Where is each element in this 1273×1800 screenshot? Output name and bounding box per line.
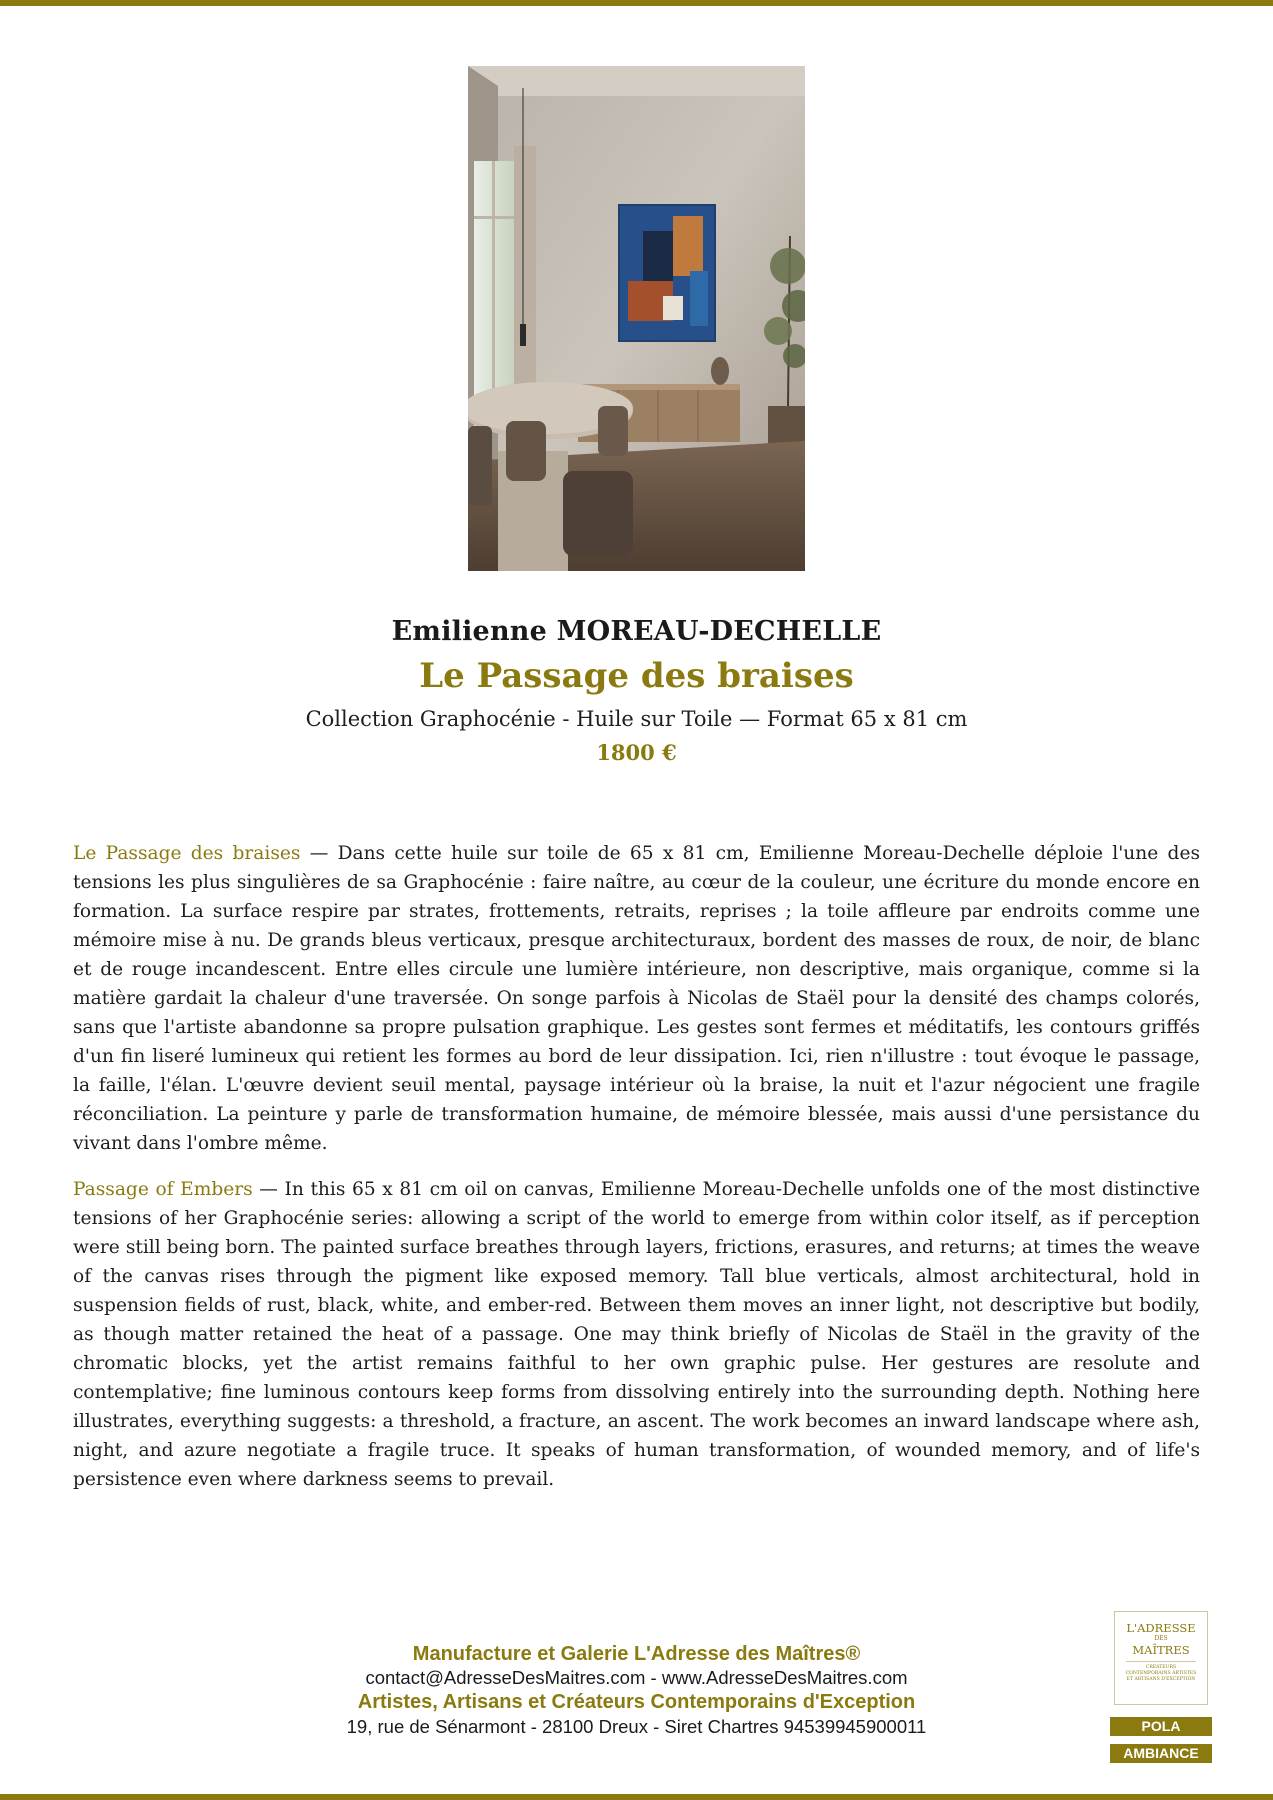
- footer-company: Manufacture et Galerie L'Adresse des Maîtres®: [412, 1643, 861, 1665]
- logo-divider: [1126, 1661, 1196, 1662]
- description-en-text: — In this 65 x 81 cm oil on canvas, Emilienne Moreau-Dechelle unfolds one of the most distinctive tensions of her Graphocénie series: allowing a script of the world to emerge from within color itself, as if perception were still being born. The painted surface breathes through layers, frictions, erasures, and returns; at times the weave of the canvas rises through the pigment like exposed memory. Tall blue verticals, almost architectural, hold in suspension fields of rust, black, white, and ember-red. Between them moves an inner light, not descriptive but bodily, as though matter retained the heat of a passage. One may think briefly of Nicolas de Staël in the gravity of the chromatic blocks, yet the artist remains faithful to her own graphic pulse. Her gestures are resolute and contemplative; fine luminous contours keep forms from dissolving entirely into the surrounding depth. Nothing here illustrates, everything suggests: a threshold, a fracture, an ascent. The work becomes an inward landscape where ash, night, and azure negotiate a fragile truce. It speaks of human transformation, of wounded memory, and of life's persistence even where darkness seems to prevail.: [73, 1179, 1200, 1490]
- logo-line3: MAÎTRES: [1132, 1643, 1190, 1657]
- description-en-lead: Passage of Embers: [73, 1179, 253, 1200]
- bottom-rule: [0, 1794, 1273, 1800]
- top-rule: [0, 0, 1273, 6]
- pola-tag: POLA: [1110, 1717, 1212, 1736]
- footer: [0, 1642, 1273, 1739]
- artwork-title: Le Passage des braises: [419, 656, 854, 696]
- description: [73, 839, 1200, 1511]
- footer-address: 19, rue de Sénarmont - 28100 Dreux - Siret Chartres 94539945900011: [346, 1716, 927, 1737]
- description-en: [73, 1175, 1200, 1494]
- gallery-logo: [1114, 1611, 1208, 1705]
- logo-line1: L'ADRESSE: [1126, 1621, 1196, 1635]
- artwork-price: 1800 €: [596, 740, 677, 765]
- logo-line4: CRÉATEURS CONTEMPORAINS ARTISTES ET ARTISANS D'EXCEPTION: [1125, 1665, 1197, 1682]
- description-fr-lead: Le Passage des braises: [73, 843, 301, 864]
- ambiance-tag: AMBIANCE: [1110, 1744, 1212, 1763]
- description-fr: [73, 839, 1200, 1158]
- artwork-meta: Collection Graphocénie - Huile sur Toile — Format 65 x 81 cm: [305, 707, 968, 731]
- footer-contact[interactable]: contact@AdresseDesMaitres.com - www.AdresseDesMaitres.com: [365, 1667, 908, 1688]
- logo-line2: DES: [1154, 1635, 1168, 1642]
- room-photo: [468, 66, 805, 571]
- description-fr-text: — Dans cette huile sur toile de 65 x 81 cm, Emilienne Moreau-Dechelle déploie l'une des tensions les plus singulières de sa Graphocénie : faire naître, au cœur de la couleur, une écriture du monde encore en formation. La surface respire par strates, frottements, retraits, reprises ; la toile affleure par endroits comme une mémoire mise à nu. De grands bleus verticaux, presque architecturaux, bordent des masses de roux, de noir, de blanc et de rouge incandescent. Entre elles circule une lumière intérieure, non descriptive, mais organique, comme si la matière gardait la chaleur d'une traversée. On songe parfois à Nicolas de Staël pour la densité des champs colorés, sans que l'artiste abandonne sa propre pulsation graphique. Les gestes sont fermes et méditatifs, les contours griffés d'un fin liseré lumineux qui retient les formes au bord de leur dissipation. Ici, rien n'illustre : tout évoque le passage, la faille, l'élan. L'œuvre devient seuil mental, paysage intérieur où la braise, la nuit et l'azur négocient une fragile réconciliation. La peinture y parle de transformation humaine, de mémoire blessée, mais aussi d'une persistance du vivant dans l'ombre même.: [73, 843, 1201, 1154]
- artwork-header: [0, 610, 1273, 768]
- footer-tagline: Artistes, Artisans et Créateurs Contemporains d'Exception: [357, 1691, 916, 1713]
- artist-name: Emilienne MOREAU-DECHELLE: [391, 616, 882, 647]
